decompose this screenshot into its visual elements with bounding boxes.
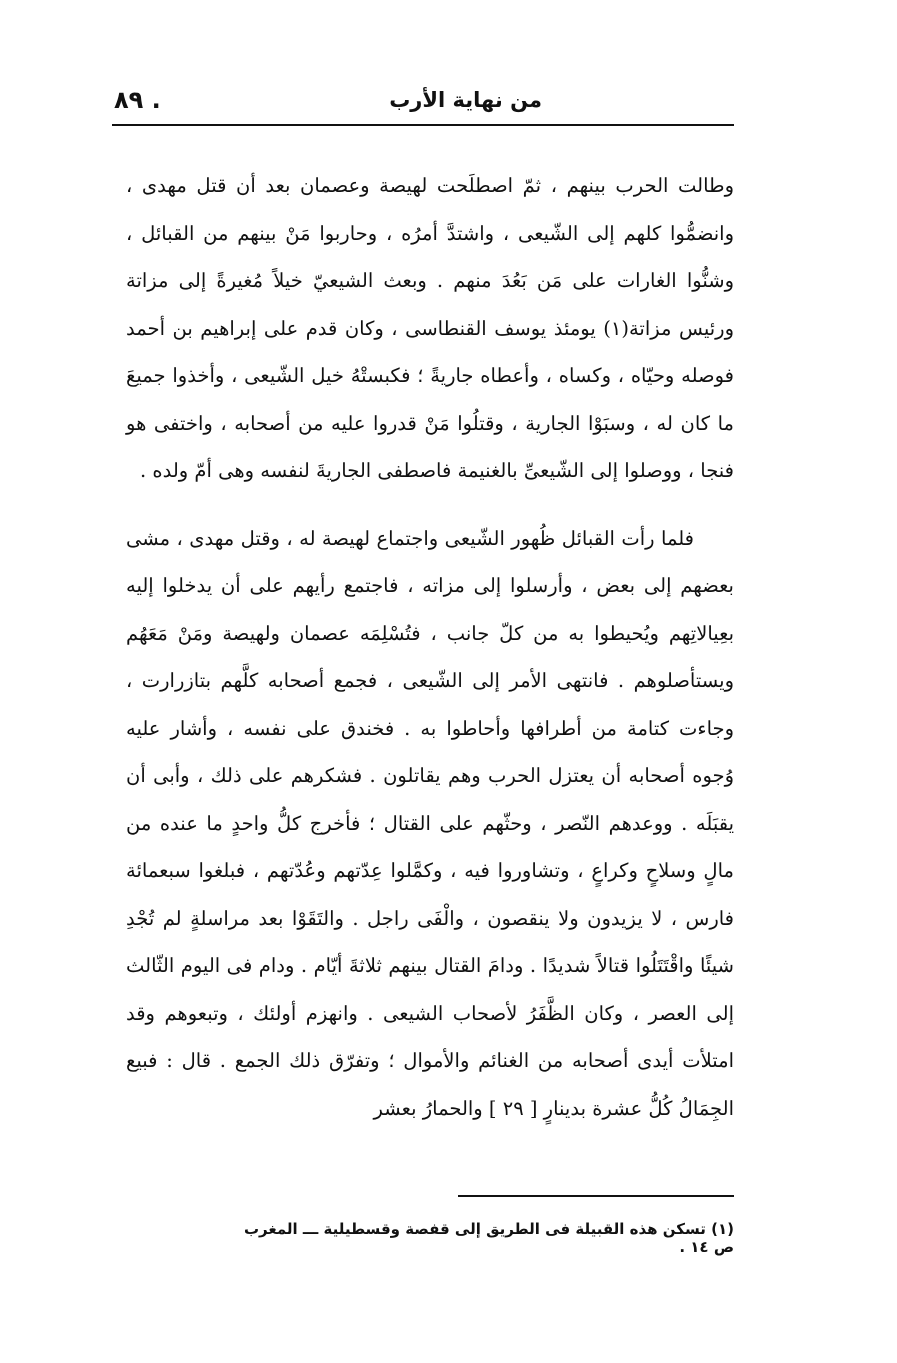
header-rule	[112, 124, 734, 126]
paragraph-1: وطالت الحرب بينهم ، ثمّ اصطلَحت لهيصة وعصمان بعد أن قتل مهدى ، وانضمُّوا كلهم إلى الشّيعى ، واشتدَّ أمرُه ، وحاربوا مَنْ بينهم من القبائل ، وشنُّوا الغارات على مَن بَعُدَ منهم . وبعث الشيعيّ خيلاً مُغيرةً إلى مزاتة ورئيس مزاتة(١) يومئذ يوسف القنطاسى ، وكان قدم على إبراهيم بن أحمد فوصله وحيّاه ، وكساه ، وأعطاه جاريةً ؛ فكبستْهُ خيل الشّيعى ، وأخذوا جميعَ ما كان له ، وسبَوْا الجارية ، وقتلُوا مَنْ قدروا عليه من أصحابه ، واختفى هو فنجا ، ووصلوا إلى الشّيعىِّ بالغنيمة فاصطفى الجاريةَ لنفسه وهى أمّ ولده .	[126, 174, 734, 482]
paragraph-2: فلما رأت القبائل ظُهور الشّيعى واجتماع لهيصة له ، وقتل مهدى ، مشى بعضهم إلى بعض ، وأرسلوا إلى مزاته ، فاجتمع رأيهم على أن يدخلوا إليه بعِيالاتِهم ويُحيطوا به من كلّ جانب ، فتُسْلِمَه عصمان ولهيصة ومَنْ مَعَهُم ويستأصلوهم . فانتهى الأمر إلى الشّيعى ، فجمع أصحابه كلَّهم بتازرارت ، وجاءت كتامة من أطرافها وأحاطوا به . فخندق على نفسه ، وأشار عليه وُجوه أصحابه أن يعتزل الحرب وهم يقاتلون . فشكرهم على ذلك ، وأبى أن يقبَلَه . ووعدهم النّصر ، وحثّهم على القتال ؛ فأخرج كلُّ واحدٍ ما عنده من مالٍ وسلاحٍ وكراعٍ ، وتشاوروا فيه ، وكمَّلوا عِدّتهم وعُدّتهم ، فبلغوا سبعمائة فارس ، لا يزيدون ولا ينقصون ، والْفَى راجل . والتَقَوْا بعد مراسلةٍ لم تُجْدِ شيئًا واقْتَتَلُوا قتالاً شديدًا . ودامَ القتال بينهم ثلاثةَ أيّام . ودام فى اليوم الثّالث إلى العصر ، وكان الظَّفَرُ لأصحاب الشيعى . وانهزم أولئك ، وتبعوهم وقد امتلأت أيدى أصحابه من الغنائم والأموال ؛ وتفرّق ذلك الجمع . قال : فبيع الجِمَالُ كُلُّ عشرة بدينارٍ [ ٢٩ ] والحمارُ بعشر	[126, 526, 734, 1120]
running-title: من نهاية الأرب	[389, 88, 542, 112]
footnote-rule	[458, 1195, 734, 1197]
page-header	[112, 86, 732, 126]
footnote: (١) تسكن هذه القبيلة فى الطريق إلى قفصة وقسطيلية ـــ المغرب ص ١٤ .	[243, 1220, 734, 1256]
page-number: ٨٩ .	[114, 86, 161, 114]
main-text	[126, 162, 734, 1132]
